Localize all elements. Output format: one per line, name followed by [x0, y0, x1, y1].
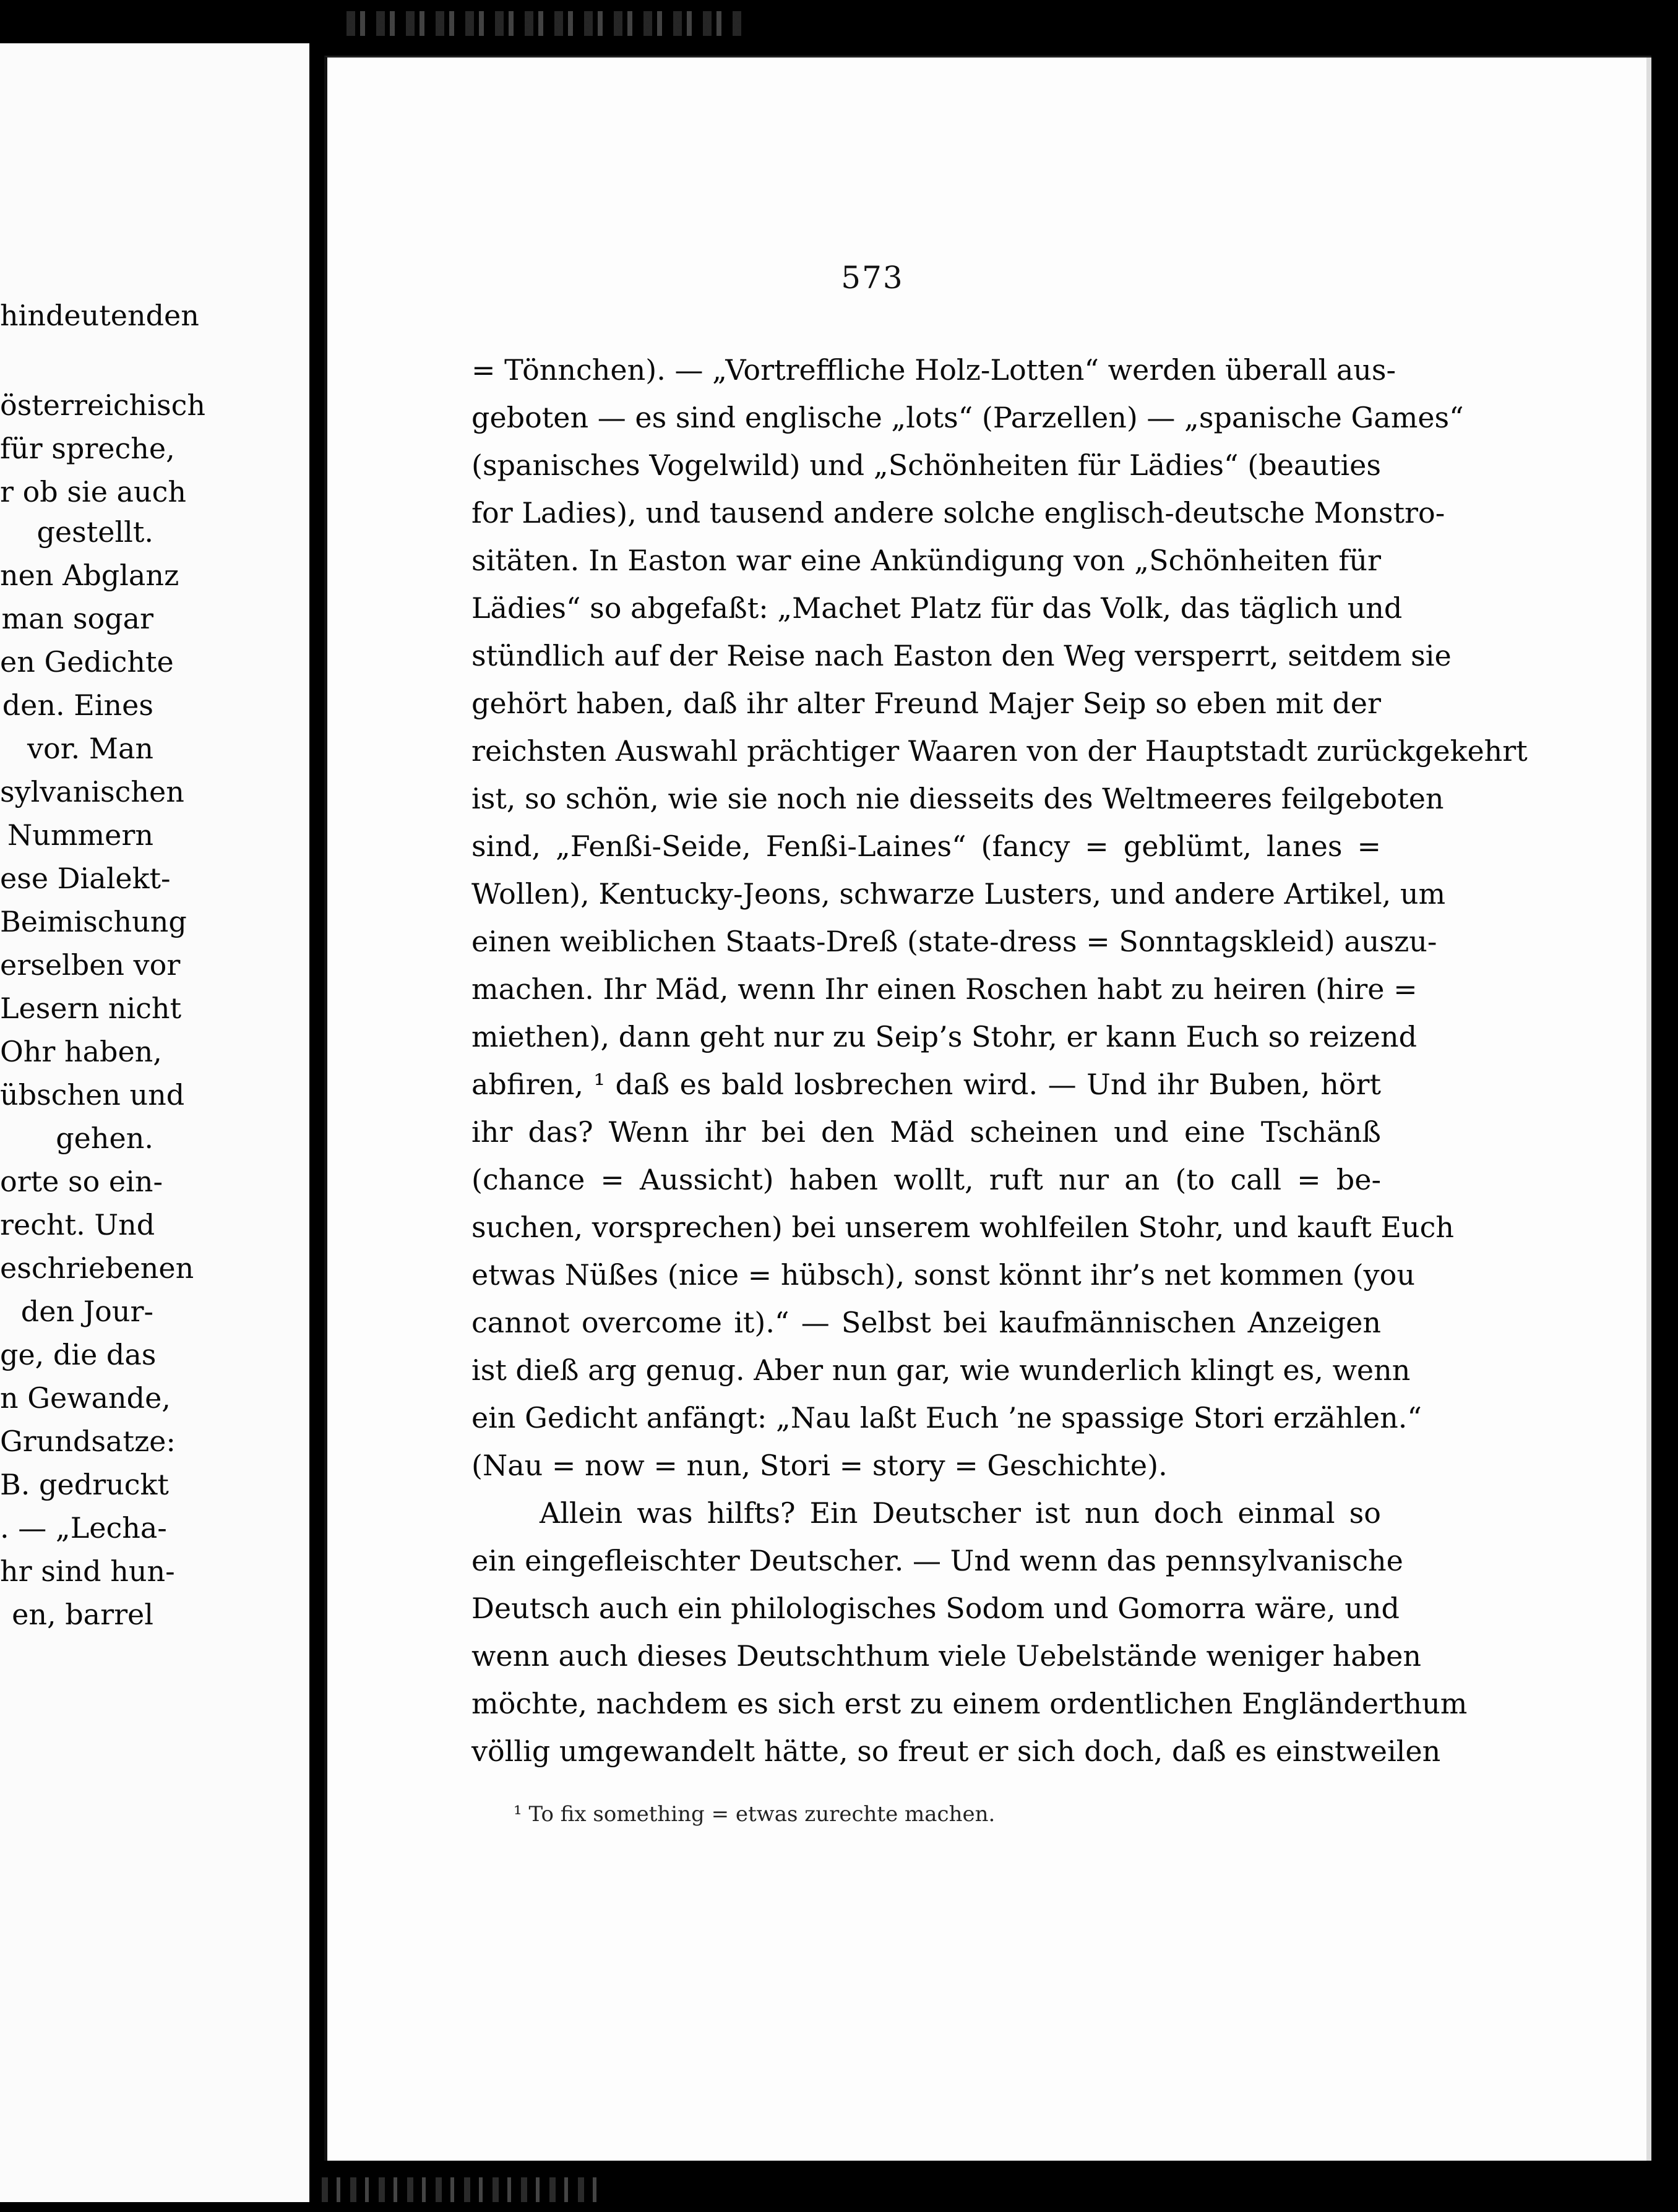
left-page-line: Beimischung: [0, 905, 187, 938]
text-line: abfiren, ¹ daß es bald losbrechen wird. — Und ihr Buben, hört: [471, 1068, 1381, 1101]
left-page-line: hindeutenden: [0, 299, 199, 332]
left-page-line: man sogar: [1, 602, 153, 635]
left-page-line: sylvanischen: [0, 775, 184, 808]
left-page-line: für spreche,: [0, 432, 175, 465]
left-page-line: gestellt.: [37, 515, 153, 549]
text-line: ist dieß arg genug. Aber nun gar, wie wunderlich klingt es, wenn: [471, 1353, 1411, 1387]
left-page-line: recht. Und: [0, 1208, 155, 1241]
left-page-line: en Gedichte: [0, 645, 174, 679]
left-page-line: gehen.: [56, 1121, 153, 1155]
text-line: for Ladies), und tausend andere solche englisch-deutsche Monstro-: [471, 496, 1445, 529]
text-line: einen weiblichen Staats-Dreß (state-dress = Sonntagskleid) auszu-: [471, 925, 1437, 958]
text-line: Allein was hilfts? Ein Deutscher ist nun doch einmal so: [540, 1496, 1381, 1530]
text-line: miethen), dann geht nur zu Seip’s Stohr, er kann Euch so reizend: [471, 1020, 1418, 1053]
left-page-line: ge, die das: [0, 1338, 157, 1371]
text-line: ein Gedicht anfängt: „Nau laßt Euch ’ne spassige Stori erzählen.“: [471, 1401, 1422, 1434]
left-page-line: en, barrel: [12, 1598, 153, 1631]
text-line: (Nau = now = nun, Stori = story = Geschichte).: [471, 1449, 1168, 1482]
text-line: suchen, vorsprechen) bei unserem wohlfeilen Stohr, und kauft Euch: [471, 1211, 1455, 1244]
text-line: Wollen), Kentucky-Jeons, schwarze Lusters, und andere Artikel, um: [471, 877, 1446, 911]
text-line: gehört haben, daß ihr alter Freund Majer Seip so eben mit der: [471, 687, 1381, 720]
page-number: 573: [841, 260, 904, 296]
left-page-line: österreichisch: [0, 388, 206, 422]
left-page-line: n Gewande,: [0, 1381, 171, 1415]
left-page-line: übschen und: [0, 1078, 185, 1112]
text-line: möchte, nachdem es sich erst zu einem ordentlichen Engländerthum: [471, 1687, 1468, 1720]
text-line: sitäten. In Easton war eine Ankündigung von „Schönheiten für: [471, 544, 1381, 577]
text-line: ihr das? Wenn ihr bei den Mäd scheinen und eine Tschänß: [471, 1115, 1381, 1149]
left-page-line: erselben vor: [0, 948, 181, 982]
scan-edge-top: [346, 11, 742, 36]
text-line: etwas Nüßes (nice = hübsch), sonst könnt ihr’s net kommen (you: [471, 1258, 1415, 1292]
text-line: machen. Ihr Mäd, wenn Ihr einen Roschen habt zu heiren (hire =: [471, 972, 1418, 1006]
left-page-line: vor. Man: [27, 732, 153, 765]
left-page-line: Grundsatze:: [0, 1425, 176, 1458]
left-page-line: orte so ein-: [0, 1165, 163, 1198]
left-page-line: nen Abglanz: [0, 559, 179, 592]
text-line: völlig umgewandelt hätte, so freut er sich doch, daß es einstweilen: [471, 1734, 1441, 1768]
left-page-line: hr sind hun-: [0, 1554, 175, 1588]
text-line: sind, „Fenßi-Seide, Fenßi-Laines“ (fancy = geblümt, lanes =: [471, 830, 1381, 863]
text-line: ein eingefleischter Deutscher. — Und wenn das pennsylvanische: [471, 1544, 1403, 1577]
text-line: cannot overcome it).“ — Selbst bei kaufmännischen Anzeigen: [471, 1306, 1381, 1339]
text-line: Lädies“ so abgefaßt: „Machet Platz für das Volk, das täglich und: [471, 591, 1403, 625]
left-page-line: eschriebenen: [0, 1251, 194, 1285]
left-page: [0, 43, 312, 2202]
text-line: ist, so schön, wie sie noch nie diesseits des Weltmeeres feilgeboten: [471, 782, 1444, 815]
text-line: (spanisches Vogelwild) und „Schönheiten für Lädies“ (beauties: [471, 448, 1381, 482]
left-page-line: den. Eines: [2, 688, 153, 722]
left-page-line: den Jour-: [20, 1295, 153, 1328]
book-gutter: [309, 0, 324, 2212]
left-page-line: r ob sie auch: [0, 475, 186, 508]
text-line: stündlich auf der Reise nach Easton den Weg versperrt, seitdem sie: [471, 639, 1452, 672]
left-page-line: Lesern nicht: [0, 992, 182, 1025]
text-line: Deutsch auch ein philologisches Sodom und Gomorra wäre, und: [471, 1592, 1400, 1625]
left-page-line: Ohr haben,: [0, 1035, 162, 1068]
text-line: wenn auch dieses Deutschthum viele Uebelstände weniger haben: [471, 1639, 1422, 1673]
left-page-line: . — „Lecha-: [0, 1511, 167, 1545]
left-page-line: B. gedruckt: [0, 1468, 169, 1501]
left-page-line: Nummern: [7, 818, 153, 852]
text-line: (chance = Aussicht) haben wollt, ruft nur an (to call = be-: [471, 1163, 1381, 1196]
text-line: reichsten Auswahl prächtiger Waaren von der Hauptstadt zurückgekehrt: [471, 734, 1528, 768]
scan-edge-bottom: [322, 2177, 606, 2202]
footnote: ¹ To fix something = etwas zurechte machen.: [514, 1802, 996, 1827]
text-line: geboten — es sind englische „lots“ (Parzellen) — „spanische Games“: [471, 401, 1464, 434]
text-line: = Tönnchen). — „Vortreffliche Holz-Lotten“ werden überall aus-: [471, 353, 1396, 387]
left-page-line: ese Dialekt-: [0, 862, 171, 895]
